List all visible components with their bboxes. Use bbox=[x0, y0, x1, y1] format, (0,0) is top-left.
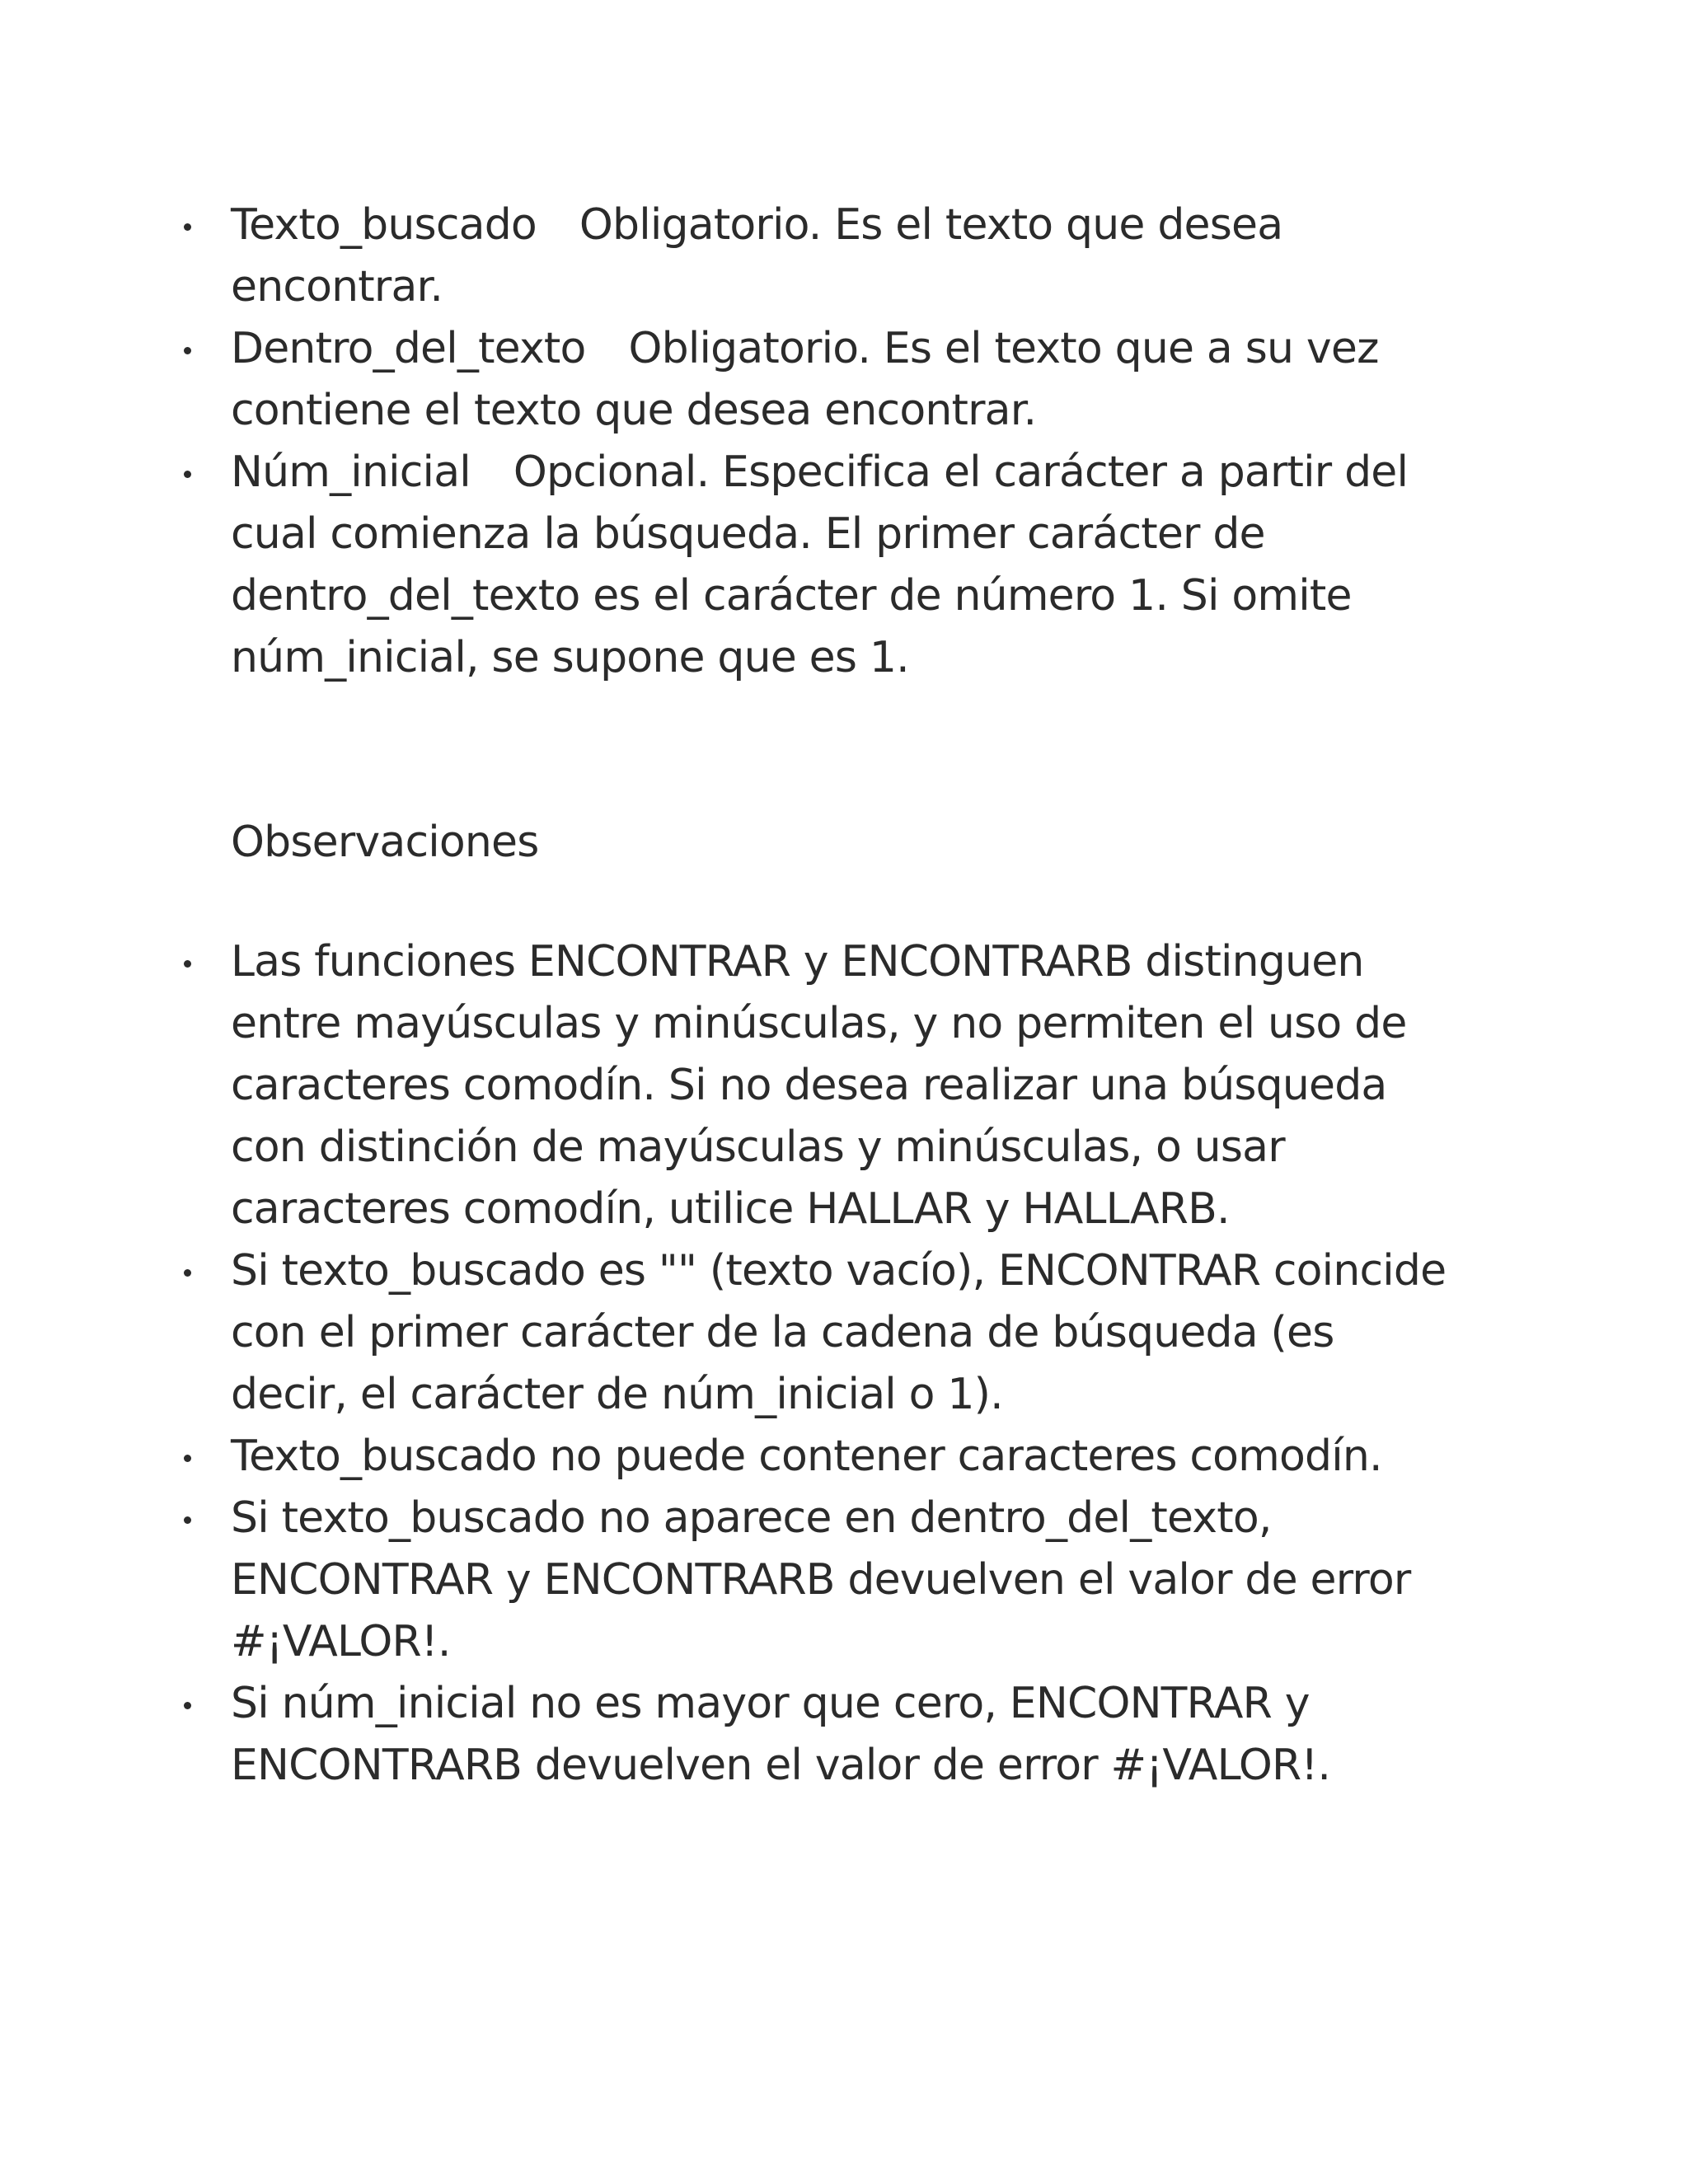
observations-list bbox=[231, 931, 1451, 1797]
parameter-item bbox=[231, 442, 1451, 689]
observation-item: Las funciones ENCONTRAR y ENCONTRARB distinguen entre mayúsculas y minúsculas, y no permiten el uso de caracteres comodín. Si no desea realizar una búsqueda con distinción de mayúsculas y minúsculas, o usar caracteres comodín, utilice HALLAR y HALLARB. bbox=[231, 931, 1451, 1240]
parameter-description: Obligatorio. Es el texto que a su vez contiene el texto que desea encontrar. bbox=[231, 324, 1379, 435]
observation-item: Texto_buscado no puede contener caracteres comodín. bbox=[231, 1426, 1451, 1488]
observations-heading: Observaciones bbox=[231, 818, 539, 867]
observation-item: Si texto_buscado no aparece en dentro_del_texto, ENCONTRAR y ENCONTRARB devuelven el valor de error #¡VALOR!. bbox=[231, 1488, 1451, 1673]
parameter-description: Opcional. Especifica el carácter a partir del cual comienza la búsqueda. El primer carácter de dentro_del_texto es el carácter de número 1. Si omite núm_inicial, se supone que es 1. bbox=[231, 448, 1409, 682]
parameters-list bbox=[231, 194, 1451, 689]
observation-item: Si núm_inicial no es mayor que cero, ENCONTRAR y ENCONTRARB devuelven el valor de error #¡VALOR!. bbox=[231, 1673, 1451, 1797]
parameter-term: Dentro_del_texto bbox=[231, 324, 586, 373]
parameter-term: Núm_inicial bbox=[231, 448, 471, 497]
parameter-item bbox=[231, 194, 1451, 318]
parameter-item bbox=[231, 318, 1451, 442]
observation-item: Si texto_buscado es "" (texto vacío), ENCONTRAR coincide con el primer carácter de la cadena de búsqueda (es decir, el carácter de núm_inicial o 1). bbox=[231, 1240, 1451, 1426]
parameter-term: Texto_buscado bbox=[231, 200, 537, 250]
parameter-description: Obligatorio. Es el texto que desea encontrar. bbox=[231, 200, 1283, 312]
